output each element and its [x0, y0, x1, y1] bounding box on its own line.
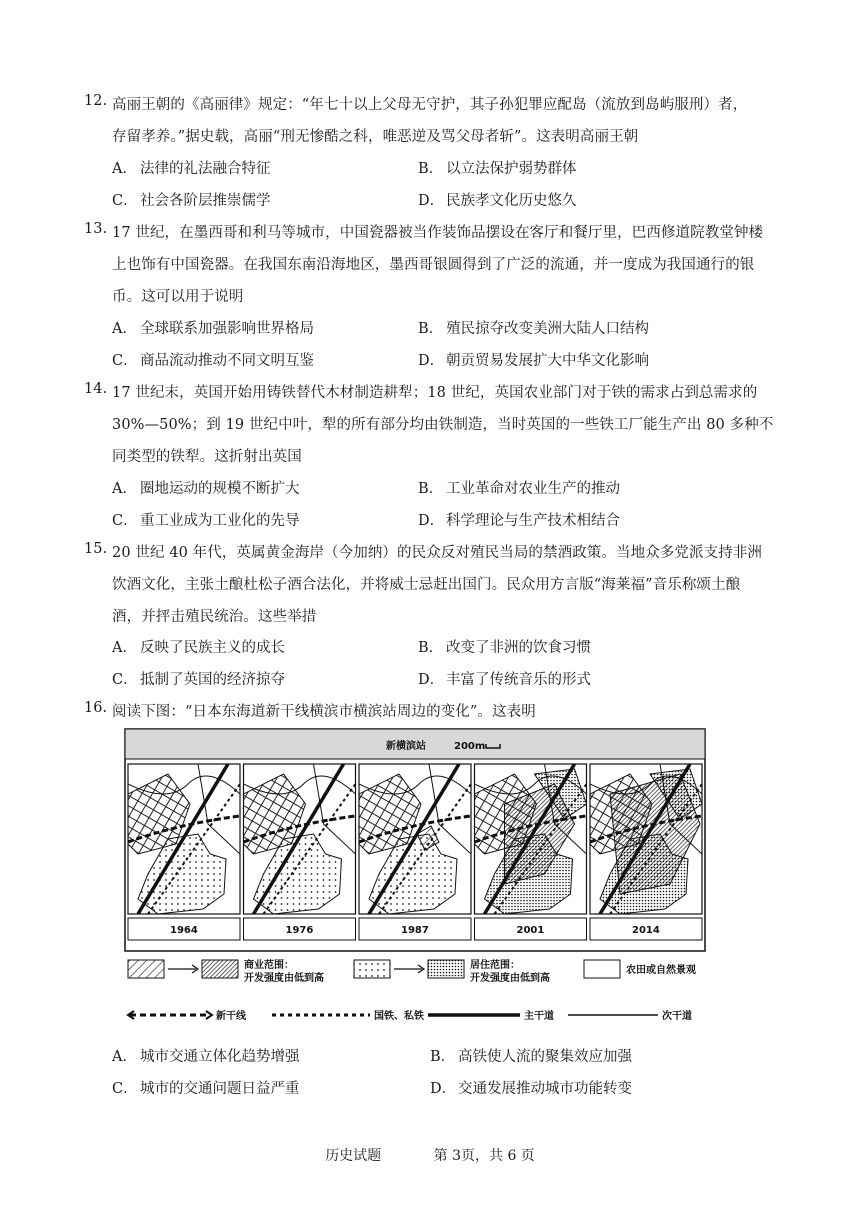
footer-page-number: 第 3页，共 6 页 [433, 1148, 535, 1164]
legend-railway-label: 国铁、私铁 [374, 1011, 424, 1022]
legend-residential-sublabel: 开发强度由低到高 [470, 973, 550, 984]
legend-commercial-high-swatch [202, 960, 238, 978]
question-text-line: 高丽王朝的《高丽律》规定：“年七十以上父母无守护，其子孙犯罪应配岛（流放到岛屿服刑）者， [112, 97, 748, 113]
question-text-line: 上也饰有中国瓷器。在我国东南沿海地区，墨西哥银圆得到了广泛的流通，并一度成为我国通行的银 [112, 257, 755, 273]
question-text-line: 同类型的铁犁。这折射出英国 [112, 449, 302, 465]
question-text-line: 币。这可以用于说明 [112, 289, 244, 305]
option-a: A． 城市交通立体化趋势增强 [112, 1049, 300, 1065]
option-a: A． 圈地运动的规模不断扩大 [112, 481, 300, 497]
option-c: C． 社会各阶层推崇儒学 [112, 193, 271, 209]
legend-farmland-label: 农田或自然景观 [626, 965, 696, 976]
option-a: A． 全球联系加强影响世界格局 [112, 321, 314, 337]
map-panels [128, 764, 702, 940]
option-d: D． 民族孝文化历史悠久 [418, 193, 577, 209]
page-footer [0, 1145, 860, 1165]
option-b: B． 以立法保护弱势群体 [418, 161, 577, 177]
option-b: B． 殖民掠夺改变美洲大陆人口结构 [418, 321, 649, 337]
map-panel-1964 [128, 764, 240, 940]
year-label: 1964 [170, 925, 198, 936]
map-panel-1987 [359, 764, 471, 940]
question-text-line: 饮酒文化，主张土酿杜松子酒合法化，并将威士忌赶出国门。民众用方言版“海莱福”音乐称颂土酿 [112, 577, 741, 593]
question-text-line: 17 世纪末，英国开始用铸铁替代木材制造耕犁；18 世纪，英国农业部门对于铁的需求占到总需求的 [112, 385, 758, 401]
question-number: 15. [84, 541, 108, 557]
legend-residential-high-swatch [428, 960, 464, 978]
option-b: B． 改变了非洲的饮食习惯 [418, 640, 591, 656]
map-title: 新横滨站 [386, 741, 426, 752]
question-number: 14. [84, 381, 108, 397]
map-scale-label: 200m [454, 741, 486, 752]
map-panel-2001 [475, 764, 587, 940]
question-number: 12. [84, 93, 108, 109]
map-panel-2014 [590, 764, 702, 940]
option-c: C． 抵制了英国的经济掠夺 [112, 672, 285, 688]
question-text-line: 存留孝养。”据史载，高丽“刑无惨酷之科，唯恶逆及骂父母者斩”。这表明高丽王朝 [112, 129, 639, 145]
question-text-line: 酒，并抨击殖民统治。这些举措 [112, 609, 317, 625]
question-text-line: 阅读下图：“日本东海道新干线横滨市横滨站周边的变化”。这表明 [112, 704, 536, 720]
year-label: 1987 [401, 925, 429, 936]
arrow-icon [206, 1011, 212, 1019]
station-area-map-figure [124, 728, 706, 1024]
option-d: D． 科学理论与生产技术相结合 [418, 513, 620, 529]
legend-commercial-low-swatch [128, 960, 164, 978]
option-c: C． 城市的交通问题日益严重 [112, 1081, 300, 1097]
option-c: C． 重工业成为工业化的先导 [112, 513, 300, 529]
option-a: A． 法律的礼法融合特征 [112, 161, 271, 177]
footer-subject: 历史试题 [325, 1148, 382, 1164]
legend-commercial-sublabel: 开发强度由低到高 [244, 973, 324, 984]
legend-commercial-label: 商业范围： [244, 960, 294, 971]
option-d: D． 丰富了传统音乐的形式 [418, 672, 591, 688]
year-label: 1976 [285, 925, 314, 936]
secondary-road [359, 776, 471, 794]
map-panel-1976 [244, 764, 356, 940]
secondary-road [244, 776, 356, 794]
legend-residential-low-swatch [354, 960, 390, 978]
legend-farmland-swatch [584, 960, 620, 978]
year-label: 2001 [516, 925, 545, 936]
option-a: A． 反映了民族主义的成长 [112, 640, 285, 656]
legend-residential-label: 居住范围： [470, 960, 520, 971]
legend-main-road-label: 主干道 [524, 1011, 554, 1022]
legend-secondary-road-label: 次干道 [662, 1011, 692, 1022]
secondary-road [128, 776, 240, 794]
option-c: C． 商品流动推动不同文明互鉴 [112, 353, 314, 369]
question-text-line: 20 世纪 40 年代，英属黄金海岸（今加纳）的民众反对殖民当局的禁酒政策。当地众多党派支持非洲 [112, 545, 763, 561]
option-d: D． 交通发展推动城市功能转变 [430, 1081, 632, 1097]
question-number: 16. [84, 700, 108, 716]
option-b: B． 工业革命对农业生产的推动 [418, 481, 620, 497]
question-text-line: 17 世纪，在墨西哥和利马等城市，中国瓷器被当作装饰品摆设在客厅和餐厅里，巴西修道院教堂钟楼 [112, 225, 764, 241]
option-b: B． 高铁使人流的聚集效应加强 [430, 1049, 632, 1065]
legend-shinkansen-label: 新干线 [216, 1011, 246, 1022]
question-number: 13. [84, 221, 108, 237]
question-text-line: 30%—50%；到 19 世纪中叶，犁的所有部分均由铁制造，当时英国的一些铁工厂能生产出 80 多种不 [112, 417, 774, 433]
option-d: D． 朝贡贸易发展扩大中华文化影响 [418, 353, 649, 369]
year-label: 2014 [632, 925, 660, 936]
